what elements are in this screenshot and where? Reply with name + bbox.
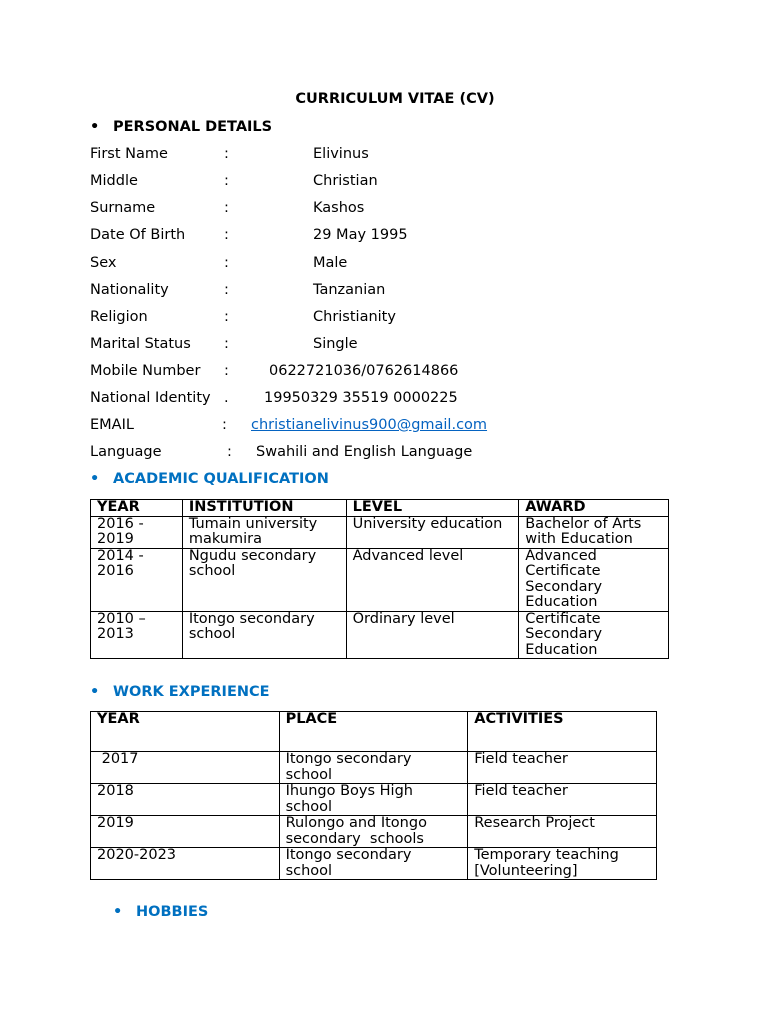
detail-value: Elivinus xyxy=(313,146,369,162)
document-title: CURRICULUM VITAE (CV) xyxy=(295,91,495,107)
detail-separator: : xyxy=(224,146,229,162)
detail-value: 19950329 35519 0000225 xyxy=(264,390,458,406)
detail-value: Kashos xyxy=(313,200,365,216)
detail-separator: : xyxy=(224,173,229,189)
detail-label: Sex xyxy=(90,255,117,271)
detail-label: Surname xyxy=(90,200,156,216)
table-row xyxy=(91,752,657,784)
table-header-row xyxy=(91,712,657,752)
table-cell: Field teacher xyxy=(468,784,657,816)
bullet-icon: • xyxy=(90,471,100,487)
detail-value: Tanzanian xyxy=(313,282,386,298)
column-header: YEAR xyxy=(91,500,183,517)
table-cell: Research Project xyxy=(468,816,657,848)
detail-label: Religion xyxy=(90,309,148,325)
academic-table xyxy=(90,499,669,659)
table-cell: University education xyxy=(346,516,519,548)
table-cell: 2017 xyxy=(91,752,280,784)
email-link[interactable]: christianelivinus900@gmail.com xyxy=(251,417,488,433)
detail-separator: : xyxy=(224,363,229,379)
bullet-icon: • xyxy=(90,119,100,135)
table-cell: Tumain university makumira xyxy=(182,516,346,548)
table-row xyxy=(91,848,657,880)
hobbies-heading xyxy=(113,904,208,920)
table-cell: Ordinary level xyxy=(346,611,519,659)
academic-qualification-heading xyxy=(90,471,329,487)
table-cell: Bachelor of Arts with Education xyxy=(519,516,669,548)
column-header: LEVEL xyxy=(346,500,519,517)
work-table xyxy=(90,711,657,880)
column-header: ACTIVITIES xyxy=(468,712,657,752)
hobbies-title: HOBBIES xyxy=(136,904,209,920)
table-cell: Itongo secondary school xyxy=(279,848,468,880)
table-cell: Temporary teaching [Volunteering] xyxy=(468,848,657,880)
table-cell: 2010 – 2013 xyxy=(91,611,183,659)
detail-label: Date Of Birth xyxy=(90,227,186,243)
detail-value: 0622721036/0762614866 xyxy=(269,363,459,379)
column-header: YEAR xyxy=(91,712,280,752)
detail-separator: . xyxy=(224,390,229,406)
detail-label: Middle xyxy=(90,173,138,189)
table-cell: Ngudu secondary school xyxy=(182,548,346,611)
table-cell: 2016 - 2019 xyxy=(91,516,183,548)
detail-value: Swahili and English Language xyxy=(256,444,473,460)
detail-label: Nationality xyxy=(90,282,169,298)
table-cell: Ihungo Boys High school xyxy=(279,784,468,816)
detail-label: First Name xyxy=(90,146,168,162)
table-row xyxy=(91,816,657,848)
table-cell: Advanced Certificate Secondary Education xyxy=(519,548,669,611)
detail-label: EMAIL xyxy=(90,417,134,433)
table-row xyxy=(91,611,669,659)
table-cell: Certificate Secondary Education xyxy=(519,611,669,659)
detail-separator: : xyxy=(224,282,229,298)
detail-value: Single xyxy=(313,336,358,352)
table-header-row xyxy=(91,500,669,517)
academic-qualification-title: ACADEMIC QUALIFICATION xyxy=(113,471,329,487)
detail-separator: : xyxy=(224,309,229,325)
table-cell: 2018 xyxy=(91,784,280,816)
column-header: INSTITUTION xyxy=(182,500,346,517)
detail-separator: : xyxy=(224,255,229,271)
work-experience-title: WORK EXPERIENCE xyxy=(113,684,270,700)
table-cell: 2014 - 2016 xyxy=(91,548,183,611)
table-cell: Rulongo and Itongo secondary schools xyxy=(279,816,468,848)
detail-label: Language xyxy=(90,444,162,460)
table-row xyxy=(91,784,657,816)
table-row xyxy=(91,548,669,611)
detail-label: National Identity xyxy=(90,390,211,406)
table-cell: Advanced level xyxy=(346,548,519,611)
column-header: PLACE xyxy=(279,712,468,752)
bullet-icon: • xyxy=(90,684,100,700)
column-header: AWARD xyxy=(519,500,669,517)
detail-separator: : xyxy=(224,227,229,243)
table-cell: Itongo secondary school xyxy=(279,752,468,784)
table-cell: Field teacher xyxy=(468,752,657,784)
detail-separator: : xyxy=(224,336,229,352)
work-experience-heading xyxy=(90,684,270,700)
personal-details-title: PERSONAL DETAILS xyxy=(113,119,273,135)
table-cell: 2019 xyxy=(91,816,280,848)
detail-value: 29 May 1995 xyxy=(313,227,408,243)
detail-value: Christian xyxy=(313,173,378,189)
bullet-icon: • xyxy=(113,904,123,920)
personal-details-heading xyxy=(90,119,272,135)
detail-value: Christianity xyxy=(313,309,396,325)
detail-label: Marital Status xyxy=(90,336,191,352)
table-cell: Itongo secondary school xyxy=(182,611,346,659)
detail-separator: : xyxy=(224,200,229,216)
detail-separator: : xyxy=(222,417,227,433)
detail-label: Mobile Number xyxy=(90,363,201,379)
detail-value: Male xyxy=(313,255,348,271)
table-cell: 2020-2023 xyxy=(91,848,280,880)
table-row xyxy=(91,516,669,548)
detail-separator: : xyxy=(227,444,232,460)
